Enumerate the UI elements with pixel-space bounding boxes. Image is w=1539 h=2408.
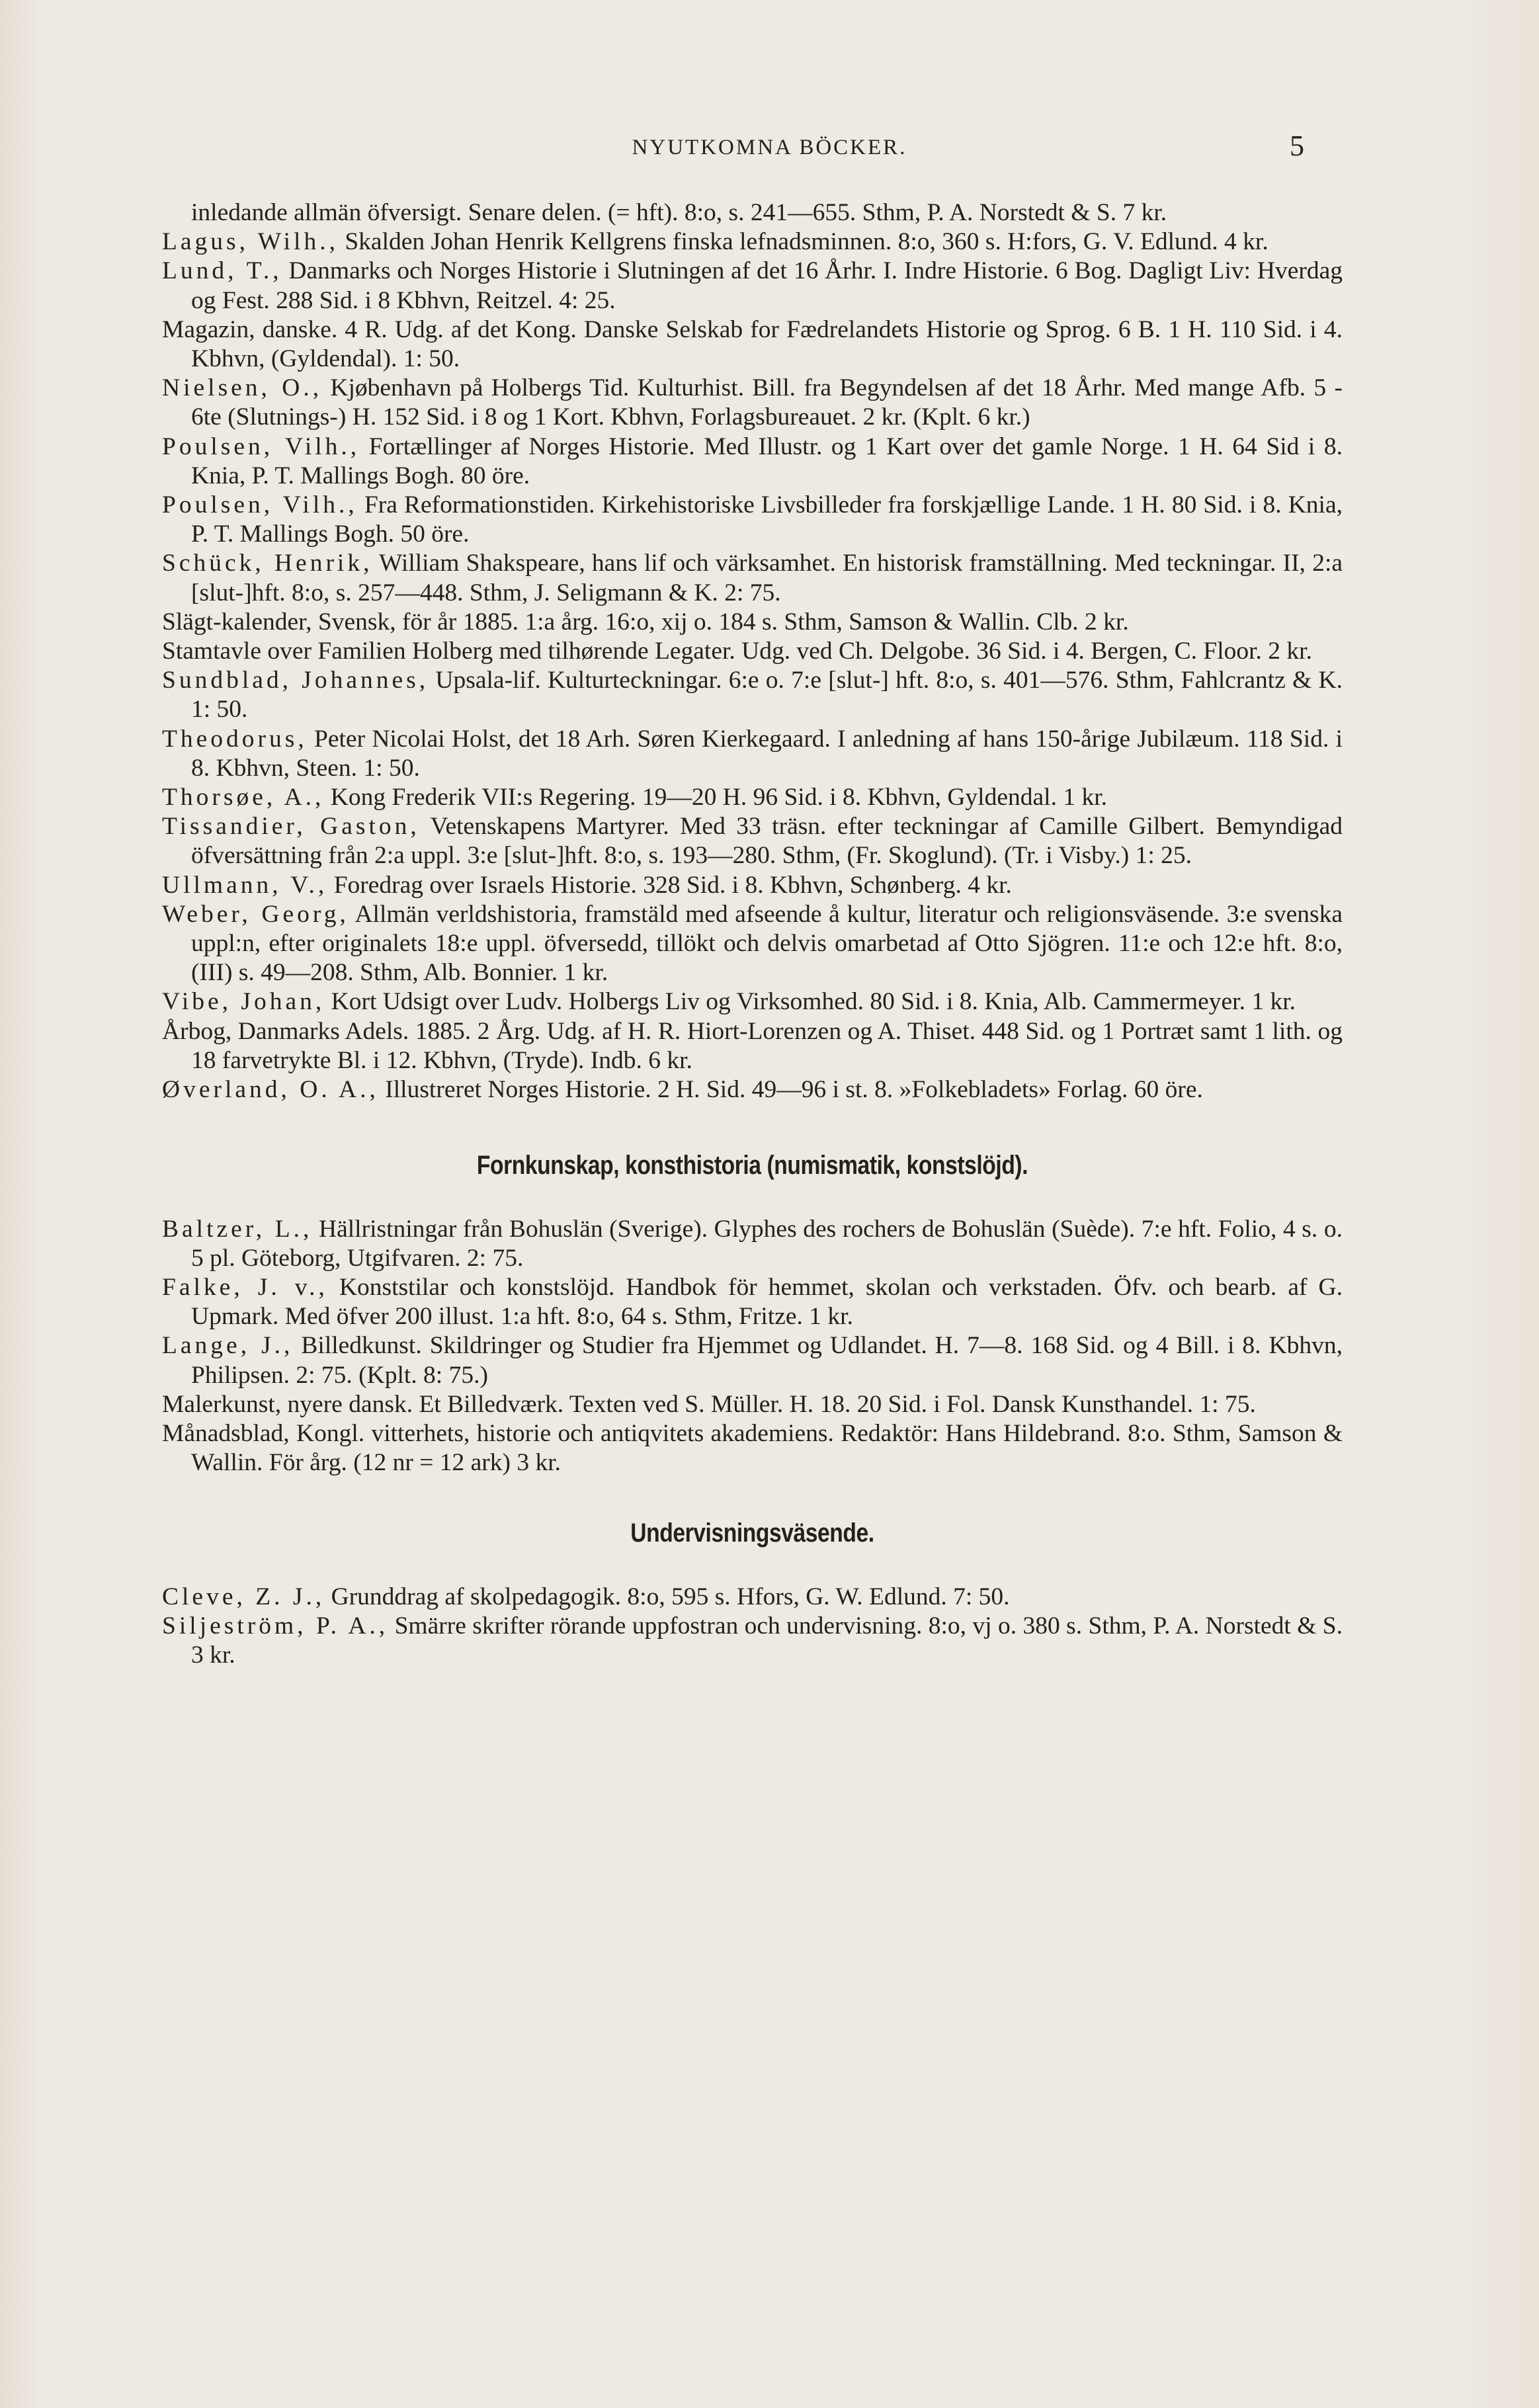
- entry-text: Danmarks och Norges Historie i Slutningen af det 16 Århr. I. Indre Historie. 6 Bog. Dagligt Liv: Hverdag og Fest. 288 Sid. i 8 Kbhvn, Reitzel. 4: 25.: [191, 257, 1343, 314]
- entry-text: Illustreret Norges Historie. 2 H. Sid. 49—96 i st. 8. »Folkebladets» Forlag. 60 öre.: [378, 1076, 1203, 1104]
- entry-text: Månadsblad, Kongl. vitterhets, historie och antiqvitets akademiens. Redaktör: Hans Hildebrand. 8:o. Sthm, Samson & Wallin. För årg. (12 nr = 12 ark) 3 kr.: [162, 1419, 1343, 1477]
- list-item: [162, 725, 1343, 783]
- entry-author: Siljeström, P. A.,: [162, 1612, 389, 1640]
- list-item: [162, 666, 1343, 724]
- entry-text: Stamtavle over Familien Holberg med tilhørende Legater. Udg. ved Ch. Delgobe. 36 Sid. i 4. Bergen, C. Floor. 2 kr.: [162, 638, 1312, 665]
- list-item: [162, 812, 1343, 870]
- list-item: [162, 198, 1343, 228]
- entry-text: Kjøbenhavn på Holbergs Tid. Kulturhist. Bill. fra Begyndelsen af det 18 Århr. Med mange Afb. 5 - 6te (Slutnings-) H. 152 Sid. i 8 og 1 Kort. Kbhvn, Forlagsbureauet. 2 kr. (Kplt. 6 kr.): [191, 374, 1343, 431]
- list-item: [162, 608, 1343, 637]
- list-item: [162, 1017, 1343, 1075]
- list-item: [162, 900, 1343, 988]
- list-item: [162, 228, 1343, 257]
- entry-text: Peter Nicolai Holst, det 18 Arh. Søren Kierkegaard. I anledning af hans 150-årige Jubilæum. 118 Sid. i 8. Kbhvn, Steen. 1: 50.: [191, 725, 1343, 782]
- entry-text: Billedkunst. Skildringer og Studier fra Hjemmet og Udlandet. H. 7—8. 168 Sid. og 4 Bill. i 8. Kbhvn, Philipsen. 2: 75. (Kplt. 8: 75.): [191, 1332, 1343, 1389]
- list-item: [162, 1612, 1343, 1670]
- list-item: [162, 1331, 1343, 1390]
- entry-list-undervisning: [162, 1583, 1343, 1671]
- list-item: [162, 783, 1343, 812]
- entry-text: Fra Reformationstiden. Kirkehistoriske Livsbilleder fra forskjællige Lande. 1 H. 80 Sid. i 8. Knia, P. T. Mallings Bogh. 50 öre.: [191, 491, 1343, 548]
- entry-text: Skalden Johan Henrik Kellgrens finska lefnadsminnen. 8:o, 360 s. H:fors, G. V. Edlund. 4 kr.: [338, 228, 1269, 256]
- entry-text: William Shakspeare, hans lif och värksamhet. En historisk framställning. Med teckningar. II, 2:a [slut-]hft. 8:o, s. 257—448. Sthm, J. Seligmann & K. 2: 75.: [191, 550, 1343, 606]
- entry-author: Baltzer, L.,: [162, 1215, 313, 1243]
- entry-text: Smärre skrifter rörande uppfostran och undervisning. 8:o, vj o. 380 s. Sthm, P. A. Norstedt & S. 3 kr.: [191, 1612, 1343, 1669]
- entry-author: Lagus, Wilh.,: [162, 228, 339, 256]
- entry-author: Lange, J.,: [162, 1332, 294, 1360]
- list-item: [162, 637, 1343, 666]
- entry-author: Lund, T.,: [162, 257, 282, 285]
- entry-text: Magazin, danske. 4 R. Udg. af det Kong. Danske Selskab for Fædrelandets Historie og Sprog. 6 B. 1 H. 110 Sid. i 4. Kbhvn, (Gyldendal). 1: 50.: [162, 315, 1343, 373]
- page-number: 5: [1290, 130, 1304, 162]
- page-header: [0, 129, 1539, 175]
- entry-author: Theodorus,: [162, 725, 308, 753]
- list-item: [162, 1583, 1343, 1612]
- entry-text: Konststilar och konstslöjd. Handbok för hemmet, skolan och verkstaden. Öfv. och bearb. af G. Upmark. Med öfver 200 illust. 1:a hft. 8:o, 64 s. Sthm, Fritze. 1 kr.: [191, 1273, 1343, 1331]
- entry-list-fornkunskap: [162, 1215, 1343, 1478]
- entry-text: Upsala-lif. Kulturteckningar. 6:e o. 7:e [slut-] hft. 8:o, s. 401—576. Sthm, Fahlcrantz & K. 1: 50.: [191, 667, 1343, 724]
- entry-text: Foredrag over Israels Historie. 328 Sid. i 8. Kbhvn, Schønberg. 4 kr.: [327, 871, 1012, 899]
- list-item: [162, 1273, 1343, 1331]
- entry-author: Poulsen, Vilh.,: [162, 491, 358, 519]
- list-item: [162, 1075, 1343, 1104]
- list-item: [162, 1419, 1343, 1477]
- entry-text: inledande allmän öfversigt. Senare delen. (= hft). 8:o, s. 241—655. Sthm, P. A. Norstedt & S. 7 kr.: [191, 199, 1167, 226]
- entry-text: Vetenskapens Martyrer. Med 33 träsn. efter teckningar af Camille Gilbert. Bemyndigad öfversättning från 2:a uppl. 3:e [slut-]hft. 8:o, s. 193—280. Sthm, (Fr. Skoglund). (Tr. i Visby.) 1: 25.: [191, 813, 1343, 870]
- entry-text: Allmän verldshistoria, framstäld med afseende å kultur, literatur och religionsväsende. 3:e svenska uppl:n, efter originalets 18:e uppl. öfversedd, tillökt och delvis omarbetad af Otto Sjögren. 11:e och 12:e hft. 8:o, (III) s. 49—208. Sthm, Alb. Bonnier. 1 kr.: [191, 900, 1343, 987]
- list-item: [162, 987, 1343, 1017]
- entry-text: Fortællinger af Norges Historie. Med Illustr. og 1 Kart over det gamle Norge. 1 H. 64 Sid i 8. Knia, P. T. Mallings Bogh. 80 öre.: [191, 433, 1343, 489]
- list-item: [162, 374, 1343, 432]
- list-item: [162, 549, 1343, 607]
- entry-author: Poulsen, Vilh.,: [162, 433, 360, 460]
- entry-text: Årbog, Danmarks Adels. 1885. 2 Årg. Udg. af H. R. Hiort-Lorenzen og A. Thiset. 448 Sid. og 1 Portræt samt 1 lith. og 18 farvetrykte Bl. i 12. Kbhvn, (Tryde). Indb. 6 kr.: [162, 1017, 1343, 1074]
- entry-text: Kort Udsigt over Ludv. Holbergs Liv og Virksomhed. 80 Sid. i 8. Knia, Alb. Cammermeyer. 1 kr.: [325, 988, 1296, 1016]
- entry-text: Hällristningar från Bohuslän (Sverige). Glyphes des rochers de Bohuslän (Suède). 7:e hft. Folio, 4 s. o. 5 pl. Göteborg, Utgifvaren. 2: 75.: [191, 1215, 1343, 1272]
- entry-text: Grunddrag af skolpedagogik. 8:o, 595 s. Hfors, G. W. Edlund. 7: 50.: [325, 1583, 1010, 1610]
- section-heading-undervisning: Undervisningsväsende.: [630, 1518, 874, 1548]
- entry-author: Ullmann, V.,: [162, 871, 328, 899]
- list-item: [162, 315, 1343, 374]
- section-heading-fornkunskap: Fornkunskap, konsthistoria (numismatik, konstslöjd).: [476, 1151, 1028, 1181]
- entry-author: Sundblad, Johannes,: [162, 667, 429, 694]
- list-item: [162, 257, 1343, 315]
- entry-author: Øverland, O. A.,: [162, 1076, 379, 1104]
- entry-text: Malerkunst, nyere dansk. Et Billedværk. Texten ved S. Müller. H. 18. 20 Sid. i Fol. Dansk Kunsthandel. 1: 75.: [162, 1390, 1256, 1418]
- entry-text: Slägt-kalender, Svensk, för år 1885. 1:a årg. 16:o, xij o. 184 s. Sthm, Samson & Wallin. Clb. 2 kr.: [162, 608, 1129, 636]
- list-item: [162, 491, 1343, 549]
- list-item: [162, 1390, 1343, 1419]
- page-body: [162, 198, 1343, 1670]
- entry-author: Falke, J. v.,: [162, 1273, 328, 1301]
- running-title: NYUTKOMNA BÖCKER.: [632, 136, 907, 159]
- list-item: [162, 871, 1343, 900]
- entry-author: Nielsen, O.,: [162, 374, 323, 402]
- entry-list-top: [162, 198, 1343, 1104]
- list-item: [162, 433, 1343, 491]
- entry-author: Weber, Georg,: [162, 900, 349, 928]
- entry-author: Tissandier, Gaston,: [162, 813, 420, 841]
- entry-author: Vibe, Johan,: [162, 988, 325, 1016]
- list-item: [162, 1215, 1343, 1273]
- entry-author: Cleve, Z. J.,: [162, 1583, 325, 1610]
- entry-author: Thorsøe, A.,: [162, 784, 325, 811]
- entry-author: Schück, Henrik,: [162, 550, 373, 577]
- entry-text: Kong Frederik VII:s Regering. 19—20 H. 96 Sid. i 8. Kbhvn, Gyldendal. 1 kr.: [324, 784, 1107, 811]
